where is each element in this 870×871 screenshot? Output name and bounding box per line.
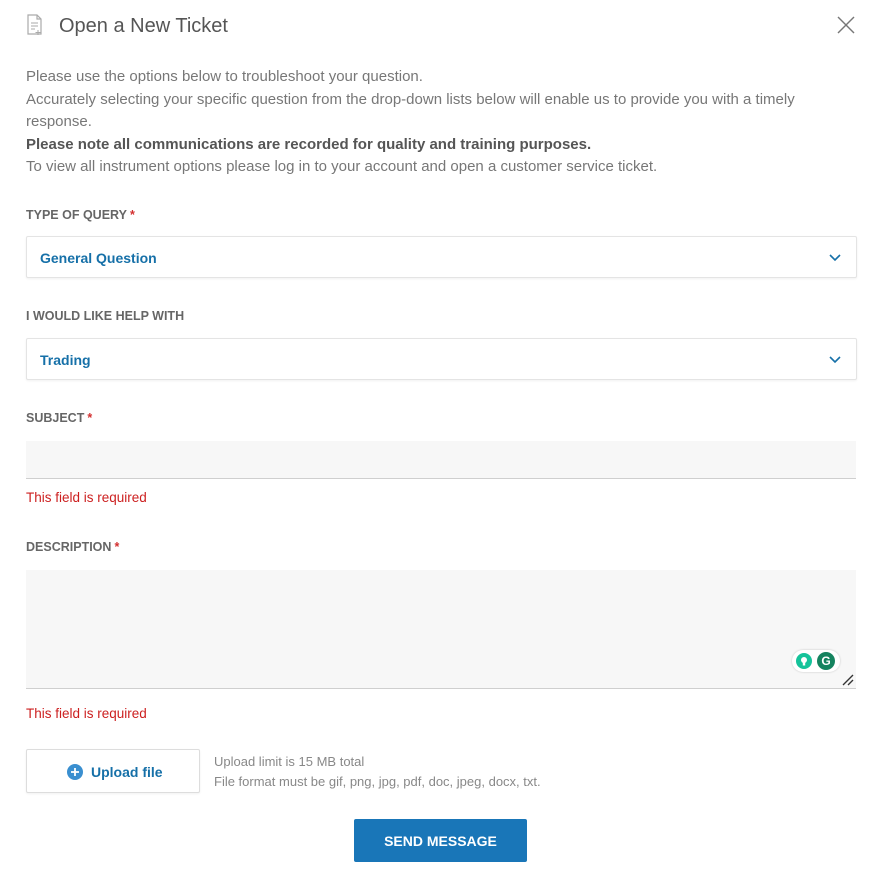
help-with-label bbox=[26, 309, 184, 323]
document-plus-icon bbox=[26, 14, 44, 36]
subject-input[interactable] bbox=[26, 441, 856, 479]
chevron-down-icon bbox=[828, 252, 842, 262]
required-mark: * bbox=[114, 540, 120, 554]
help-with-select[interactable] bbox=[26, 338, 857, 380]
subject-error: This field is required bbox=[26, 490, 147, 505]
upload-format-text: File format must be gif, png, jpg, pdf, doc, jpeg, docx, txt. bbox=[214, 774, 541, 789]
grammarly-widget[interactable] bbox=[792, 650, 840, 672]
lightbulb-icon[interactable] bbox=[796, 653, 812, 669]
query-type-select[interactable] bbox=[26, 236, 857, 278]
upload-limit-text: Upload limit is 15 MB total bbox=[214, 754, 365, 769]
upload-info bbox=[214, 752, 541, 792]
subject-label bbox=[26, 411, 92, 425]
help-with-value: Trading bbox=[40, 352, 91, 368]
plus-circle-icon bbox=[67, 764, 83, 780]
grammarly-icon[interactable]: G bbox=[817, 652, 835, 670]
subject-label-text: SUBJECT bbox=[26, 411, 85, 425]
description-textarea[interactable] bbox=[26, 570, 856, 689]
query-type-label-text: TYPE OF QUERY bbox=[26, 208, 127, 222]
help-with-label-text: I WOULD LIKE HELP WITH bbox=[26, 309, 185, 323]
query-type-label bbox=[26, 208, 135, 222]
description-error: This field is required bbox=[26, 706, 147, 721]
required-mark: * bbox=[129, 208, 135, 222]
recording-notice: Please note all communications are recorded for quality and training purposes. bbox=[26, 135, 592, 153]
query-type-value: General Question bbox=[40, 250, 157, 266]
modal-title: Open a New Ticket bbox=[59, 15, 228, 37]
upload-button-label: Upload file bbox=[91, 764, 163, 780]
upload-file-button[interactable] bbox=[26, 749, 200, 793]
close-icon[interactable] bbox=[835, 14, 857, 36]
modal-header bbox=[26, 12, 856, 42]
intro-line: Please use the options below to troubleshoot your question. bbox=[26, 68, 423, 85]
chevron-down-icon bbox=[828, 354, 842, 364]
required-mark: * bbox=[87, 411, 93, 425]
description-label bbox=[26, 540, 119, 554]
intro-line: To view all instrument options please log in to your account and open a customer service ticket. bbox=[26, 158, 658, 175]
send-message-button[interactable]: SEND MESSAGE bbox=[354, 819, 527, 862]
description-label-text: DESCRIPTION bbox=[26, 540, 112, 554]
intro-text bbox=[26, 66, 846, 179]
intro-line: Accurately selecting your specific question from the drop-down lists below will enable us to provide you with a timely response. bbox=[26, 90, 795, 130]
resize-handle-icon[interactable] bbox=[842, 674, 854, 686]
